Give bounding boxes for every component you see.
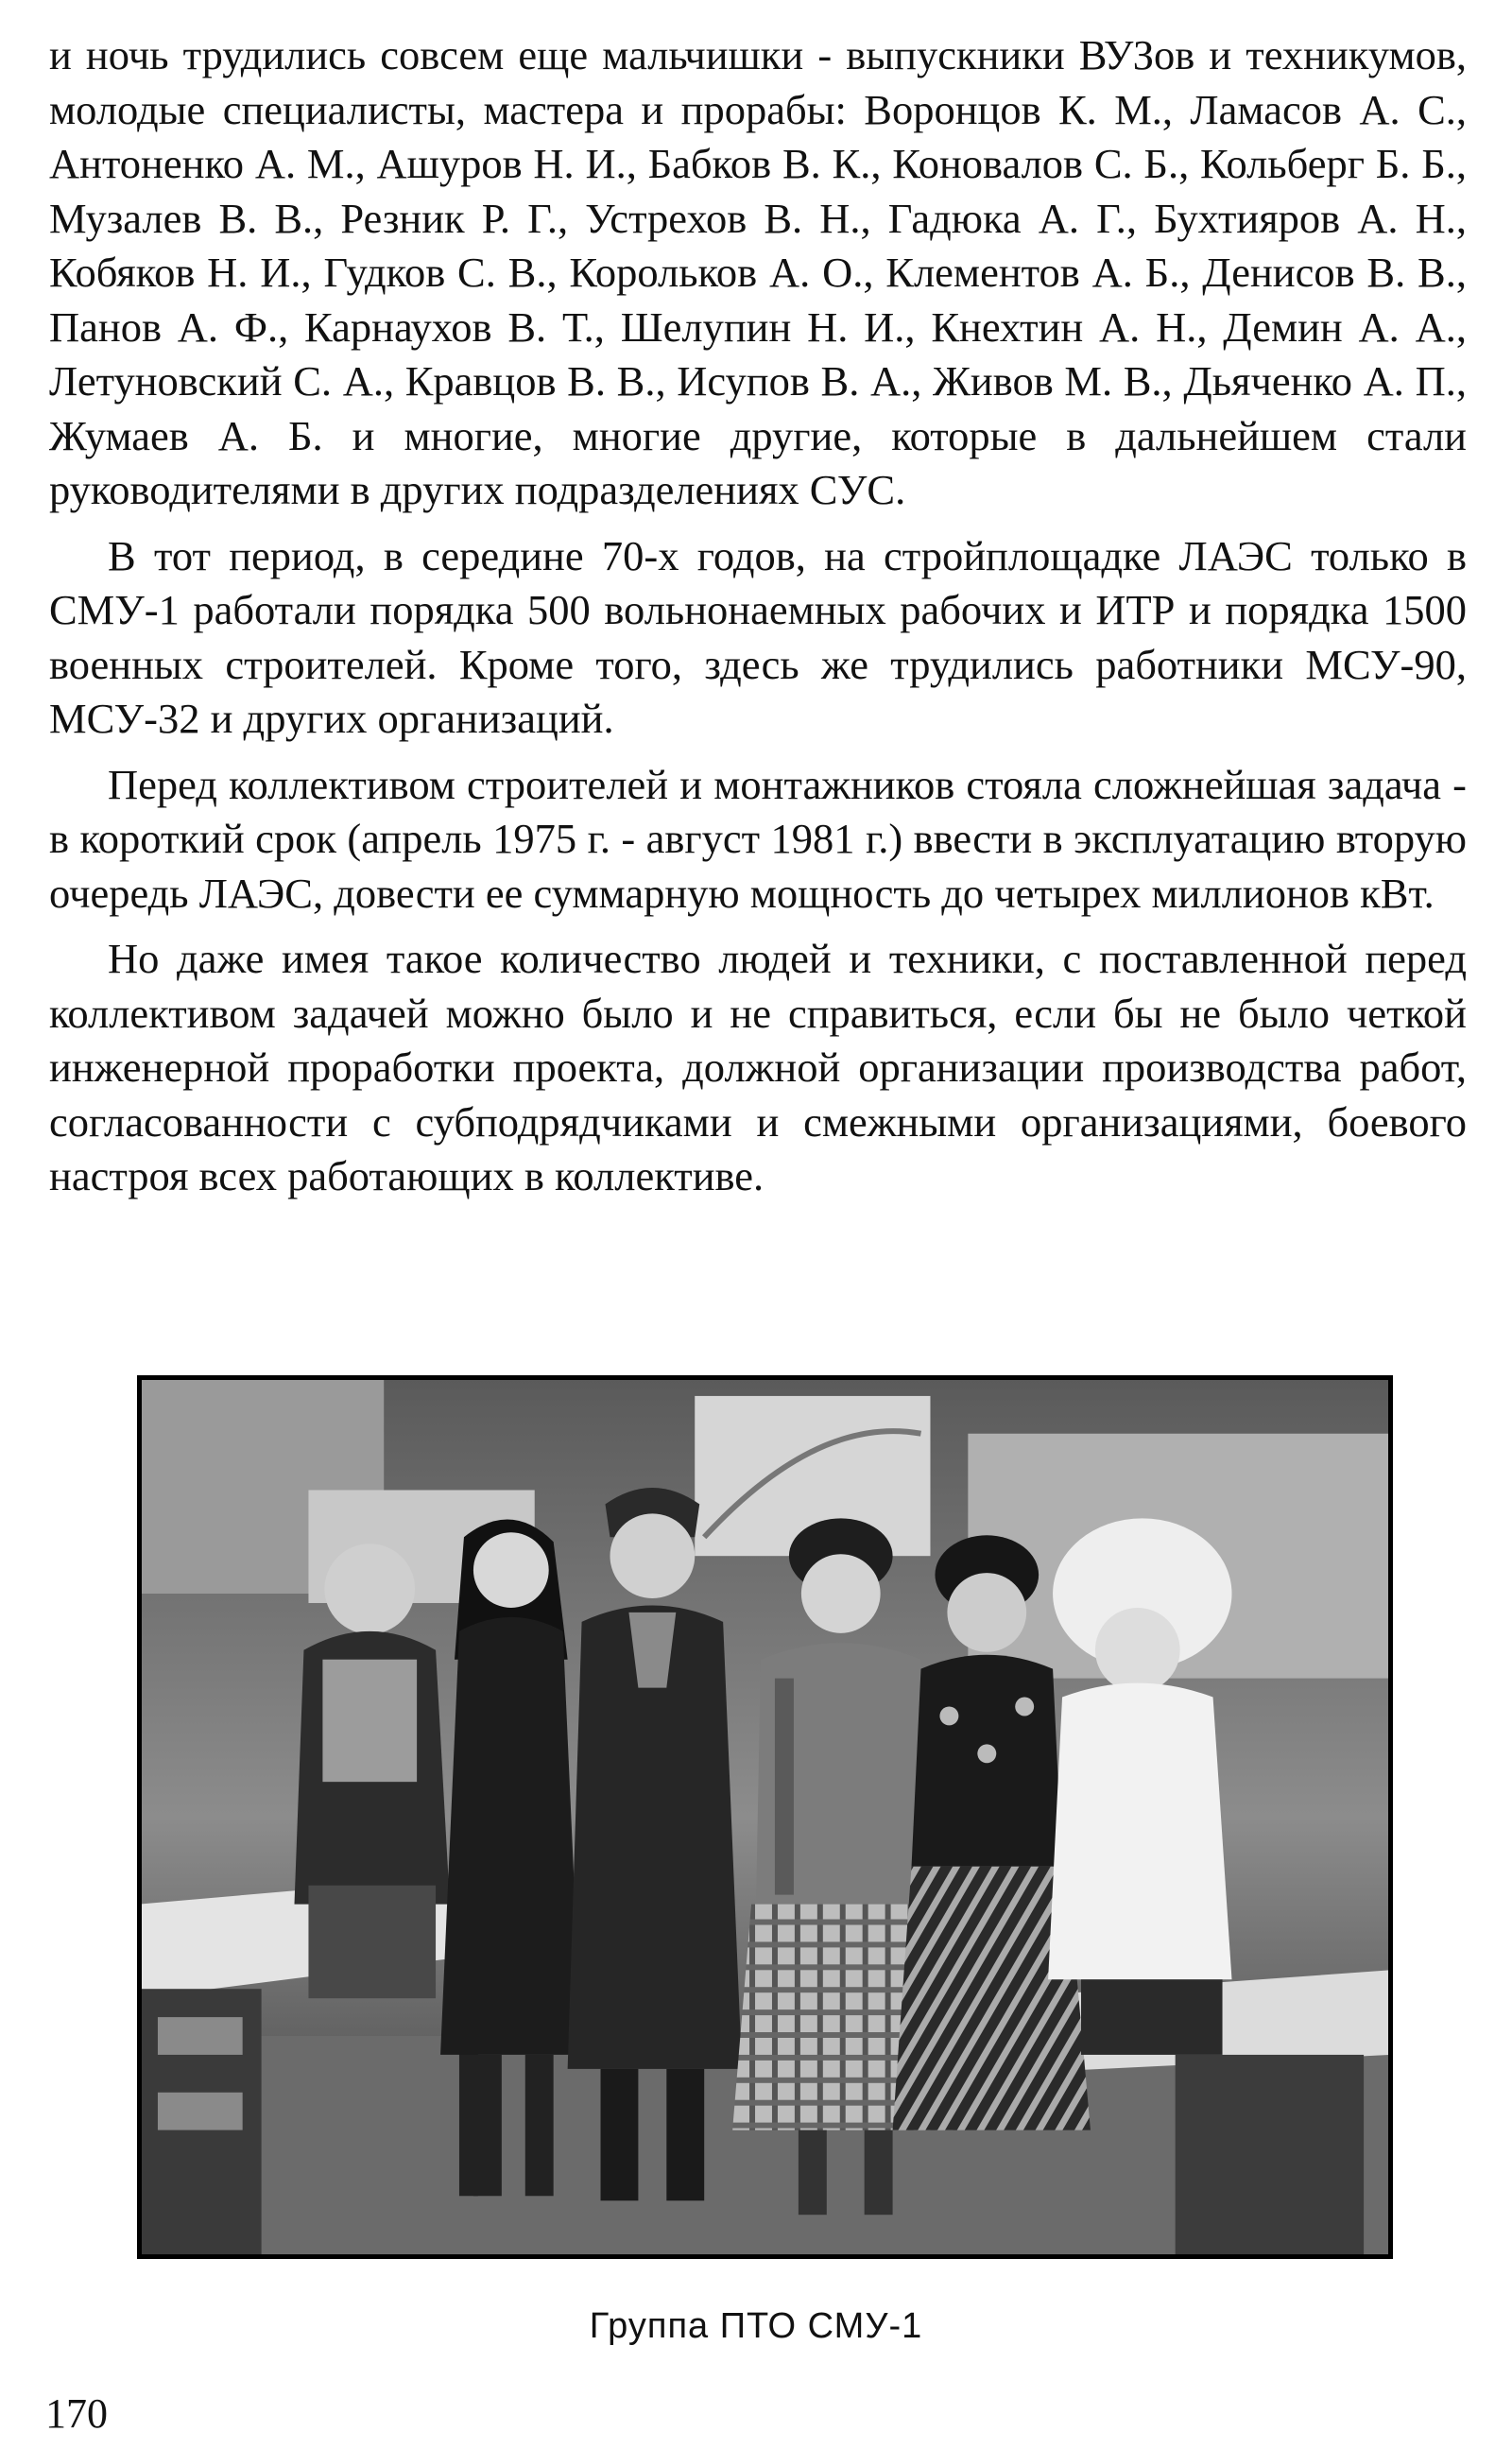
body-text [49, 28, 1467, 1216]
group-photo [137, 1375, 1393, 2259]
photo-caption: Группа ПТО СМУ-1 [589, 2306, 923, 2346]
paragraph-1: и ночь трудились совсем еще мальчишки - выпускники ВУЗов и техникумов, молодые специалисты, мастера и прорабы: Воронцов К. М., Ламасов А. С., Антоненко А. М., Ашуров Н. И., Бабков В. К., Коновалов С. Б., Кольберг Б. Б., Музалев В. В., Резник Р. Г., Устрехов В. Н., Гадюка А. Г., Бухтияров А. Н., Кобяков Н. И., Гудков С. В., Корольков А. О., Клементов А. Б., Денисов В. В., Панов А. Ф., Карнаухов В. Т., Шелупин Н. И., Кнехтин А. Н., Демин А. А., Летуновский С. А., Кравцов В. В., Исупов В. А., Живов М. В., Дьяченко А. П., Жумаев А. Б. и многие, многие другие, которые в дальнейшем стали руководителями в других подразделениях СУС. [49, 31, 1467, 513]
page-number: 170 [45, 2390, 108, 2437]
paragraph-2: В тот период, в середине 70-х годов, на стройплощадке ЛАЭС только в СМУ-1 работали порядка 500 вольнонаемных рабочих и ИТР и порядка 1500 военных строителей. Кроме того, здесь же трудились работники МСУ-90, МСУ-32 и других организаций. [49, 531, 1467, 742]
paragraph-4: Но даже имея такое количество людей и техники, с поставленной перед коллективом задачей можно было и не справиться, если бы не было четкой инженерной проработки проекта, должной организации производства работ, согласованности с субподрядчиками и смежными организациями, боевого настроя всех работающих в коллективе. [49, 935, 1467, 1199]
group-photo-illustration [139, 1377, 1391, 2257]
paragraph-3: Перед коллективом строителей и монтажников стояла сложнейшая задача - в короткий срок (апрель 1975 г. - август 1981 г.) ввести в эксплуатацию вторую очередь ЛАЭС, довести ее суммарную мощность до четырех миллионов кВт. [49, 760, 1467, 917]
